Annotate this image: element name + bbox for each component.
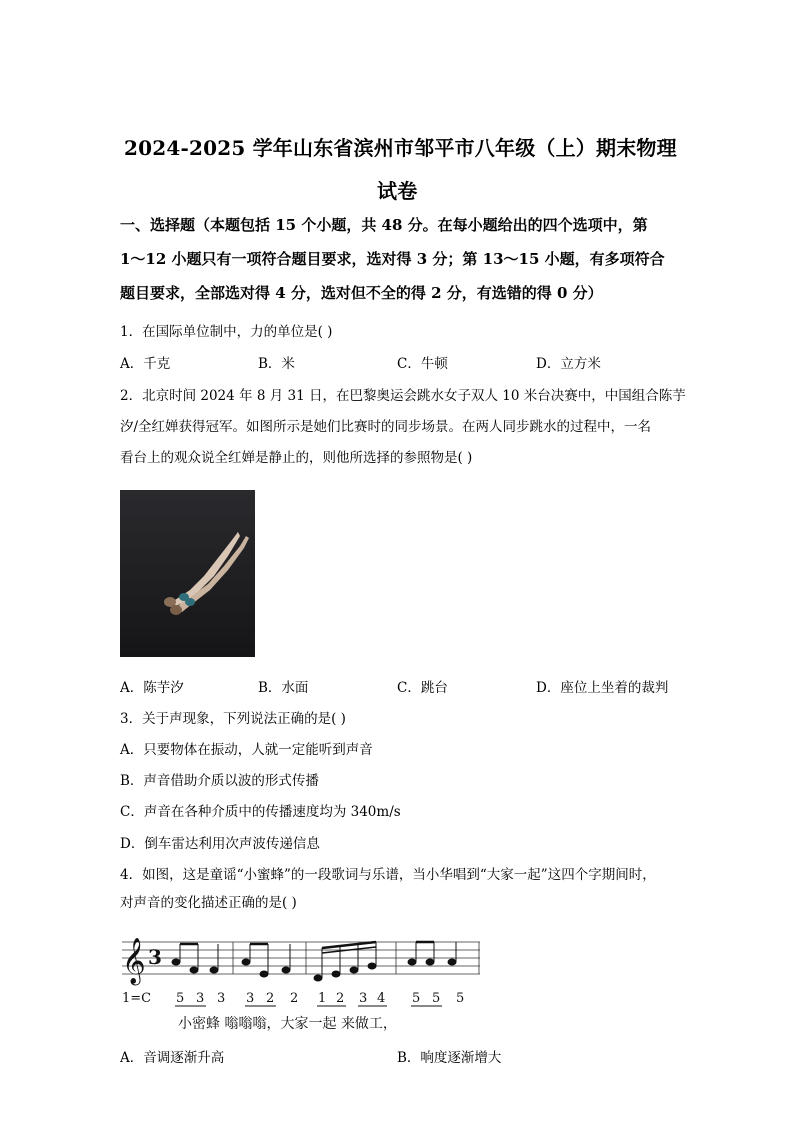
- doc-title-line1: 2024-2025 学年山东省滨州市邹平市八年级（上）期末物理: [124, 136, 677, 160]
- jianpu-note: 1: [318, 991, 327, 1006]
- q1-option-c: C．牛顿: [397, 356, 448, 372]
- q2-stem-line3: 看台上的观众说全红婵是静止的，则他所选择的参照物是( ): [120, 450, 473, 466]
- q2-stem-line2: 汐/全红婵获得冠军。如图所示是她们比赛时的同步场景。在两人同步跳水的过程中，一名: [120, 419, 652, 435]
- q2-option-b: B．水面: [258, 680, 309, 696]
- q2-option-a: A．陈芋汐: [120, 680, 184, 696]
- jianpu-note: 2: [290, 991, 299, 1006]
- q1-stem: 1．在国际单位制中，力的单位是( ): [120, 324, 333, 340]
- q2-option-d: D．座位上坐着的裁判: [536, 680, 669, 696]
- jianpu-note: 3: [217, 991, 226, 1006]
- music-score: [120, 928, 490, 1038]
- q4-option-b: B．响度逐渐增大: [397, 1050, 502, 1066]
- doc-title-line2: 试卷: [377, 179, 418, 203]
- q4-stem-line2: 对声音的变化描述正确的是( ): [120, 895, 297, 911]
- q3-option-b: B．声音借助介质以波的形式传播: [120, 773, 319, 789]
- q4-option-a: A．音调逐渐升高: [120, 1050, 225, 1066]
- jianpu-note: 3: [359, 991, 368, 1006]
- section-heading-line1: 一、选择题（本题包括 15 个小题，共 48 分。在每小题给出的四个选项中，第: [120, 216, 648, 234]
- q4-stem-line1: 4．如图，这是童谣“小蜜蜂”的一段歌词与乐谱，当小华唱到“大家一起”这四个字期间时，: [120, 867, 656, 883]
- diving-photo: [120, 490, 255, 657]
- jianpu-note: 3: [196, 991, 205, 1006]
- treble-clef-icon: 𝄞: [122, 938, 146, 984]
- jianpu-note: 5: [412, 991, 421, 1006]
- time-signature: 3: [148, 945, 162, 969]
- staff-notation: [120, 928, 490, 1038]
- jianpu-note: 5: [432, 991, 441, 1006]
- q3-option-d: D．倒车雷达利用次声波传递信息: [120, 836, 320, 852]
- jianpu-note: 5: [176, 991, 185, 1006]
- q3-stem: 3．关于声现象，下列说法正确的是( ): [120, 711, 346, 727]
- section-heading-line2: 1～12 小题只有一项符合题目要求，选对得 3 分；第 13～15 小题，有多项符合: [120, 250, 665, 268]
- q1-option-b: B．米: [258, 356, 295, 372]
- key-signature: 1=C: [122, 991, 152, 1006]
- diver-figures: [120, 490, 255, 657]
- q3-option-a: A．只要物体在振动，人就一定能听到声音: [120, 742, 373, 758]
- section-heading-line3: 题目要求，全部选对得 4 分，选对但不全的得 2 分，有选错的得 0 分）: [120, 284, 603, 302]
- q1-option-d: D．立方米: [536, 356, 601, 372]
- q2-stem-line1: 2．北京时间 2024 年 8 月 31 日，在巴黎奥运会跳水女子双人 10 米台决赛中，中国组合陈芋: [120, 388, 686, 404]
- q3-option-c: C．声音在各种介质中的传播速度均为 340m/s: [120, 804, 401, 820]
- jianpu-note: 5: [456, 991, 465, 1006]
- jianpu-note: 2: [336, 991, 345, 1006]
- jianpu-note: 2: [266, 991, 275, 1006]
- section-heading: [120, 208, 680, 310]
- jianpu-note: 3: [246, 991, 255, 1006]
- q2-option-c: C．跳台: [397, 680, 448, 696]
- q1-option-a: A．千克: [120, 356, 171, 372]
- lyrics: 小密蜂 嗡嗡嗡，大家一起 来做工，: [178, 1016, 397, 1032]
- jianpu-note: 4: [377, 991, 386, 1006]
